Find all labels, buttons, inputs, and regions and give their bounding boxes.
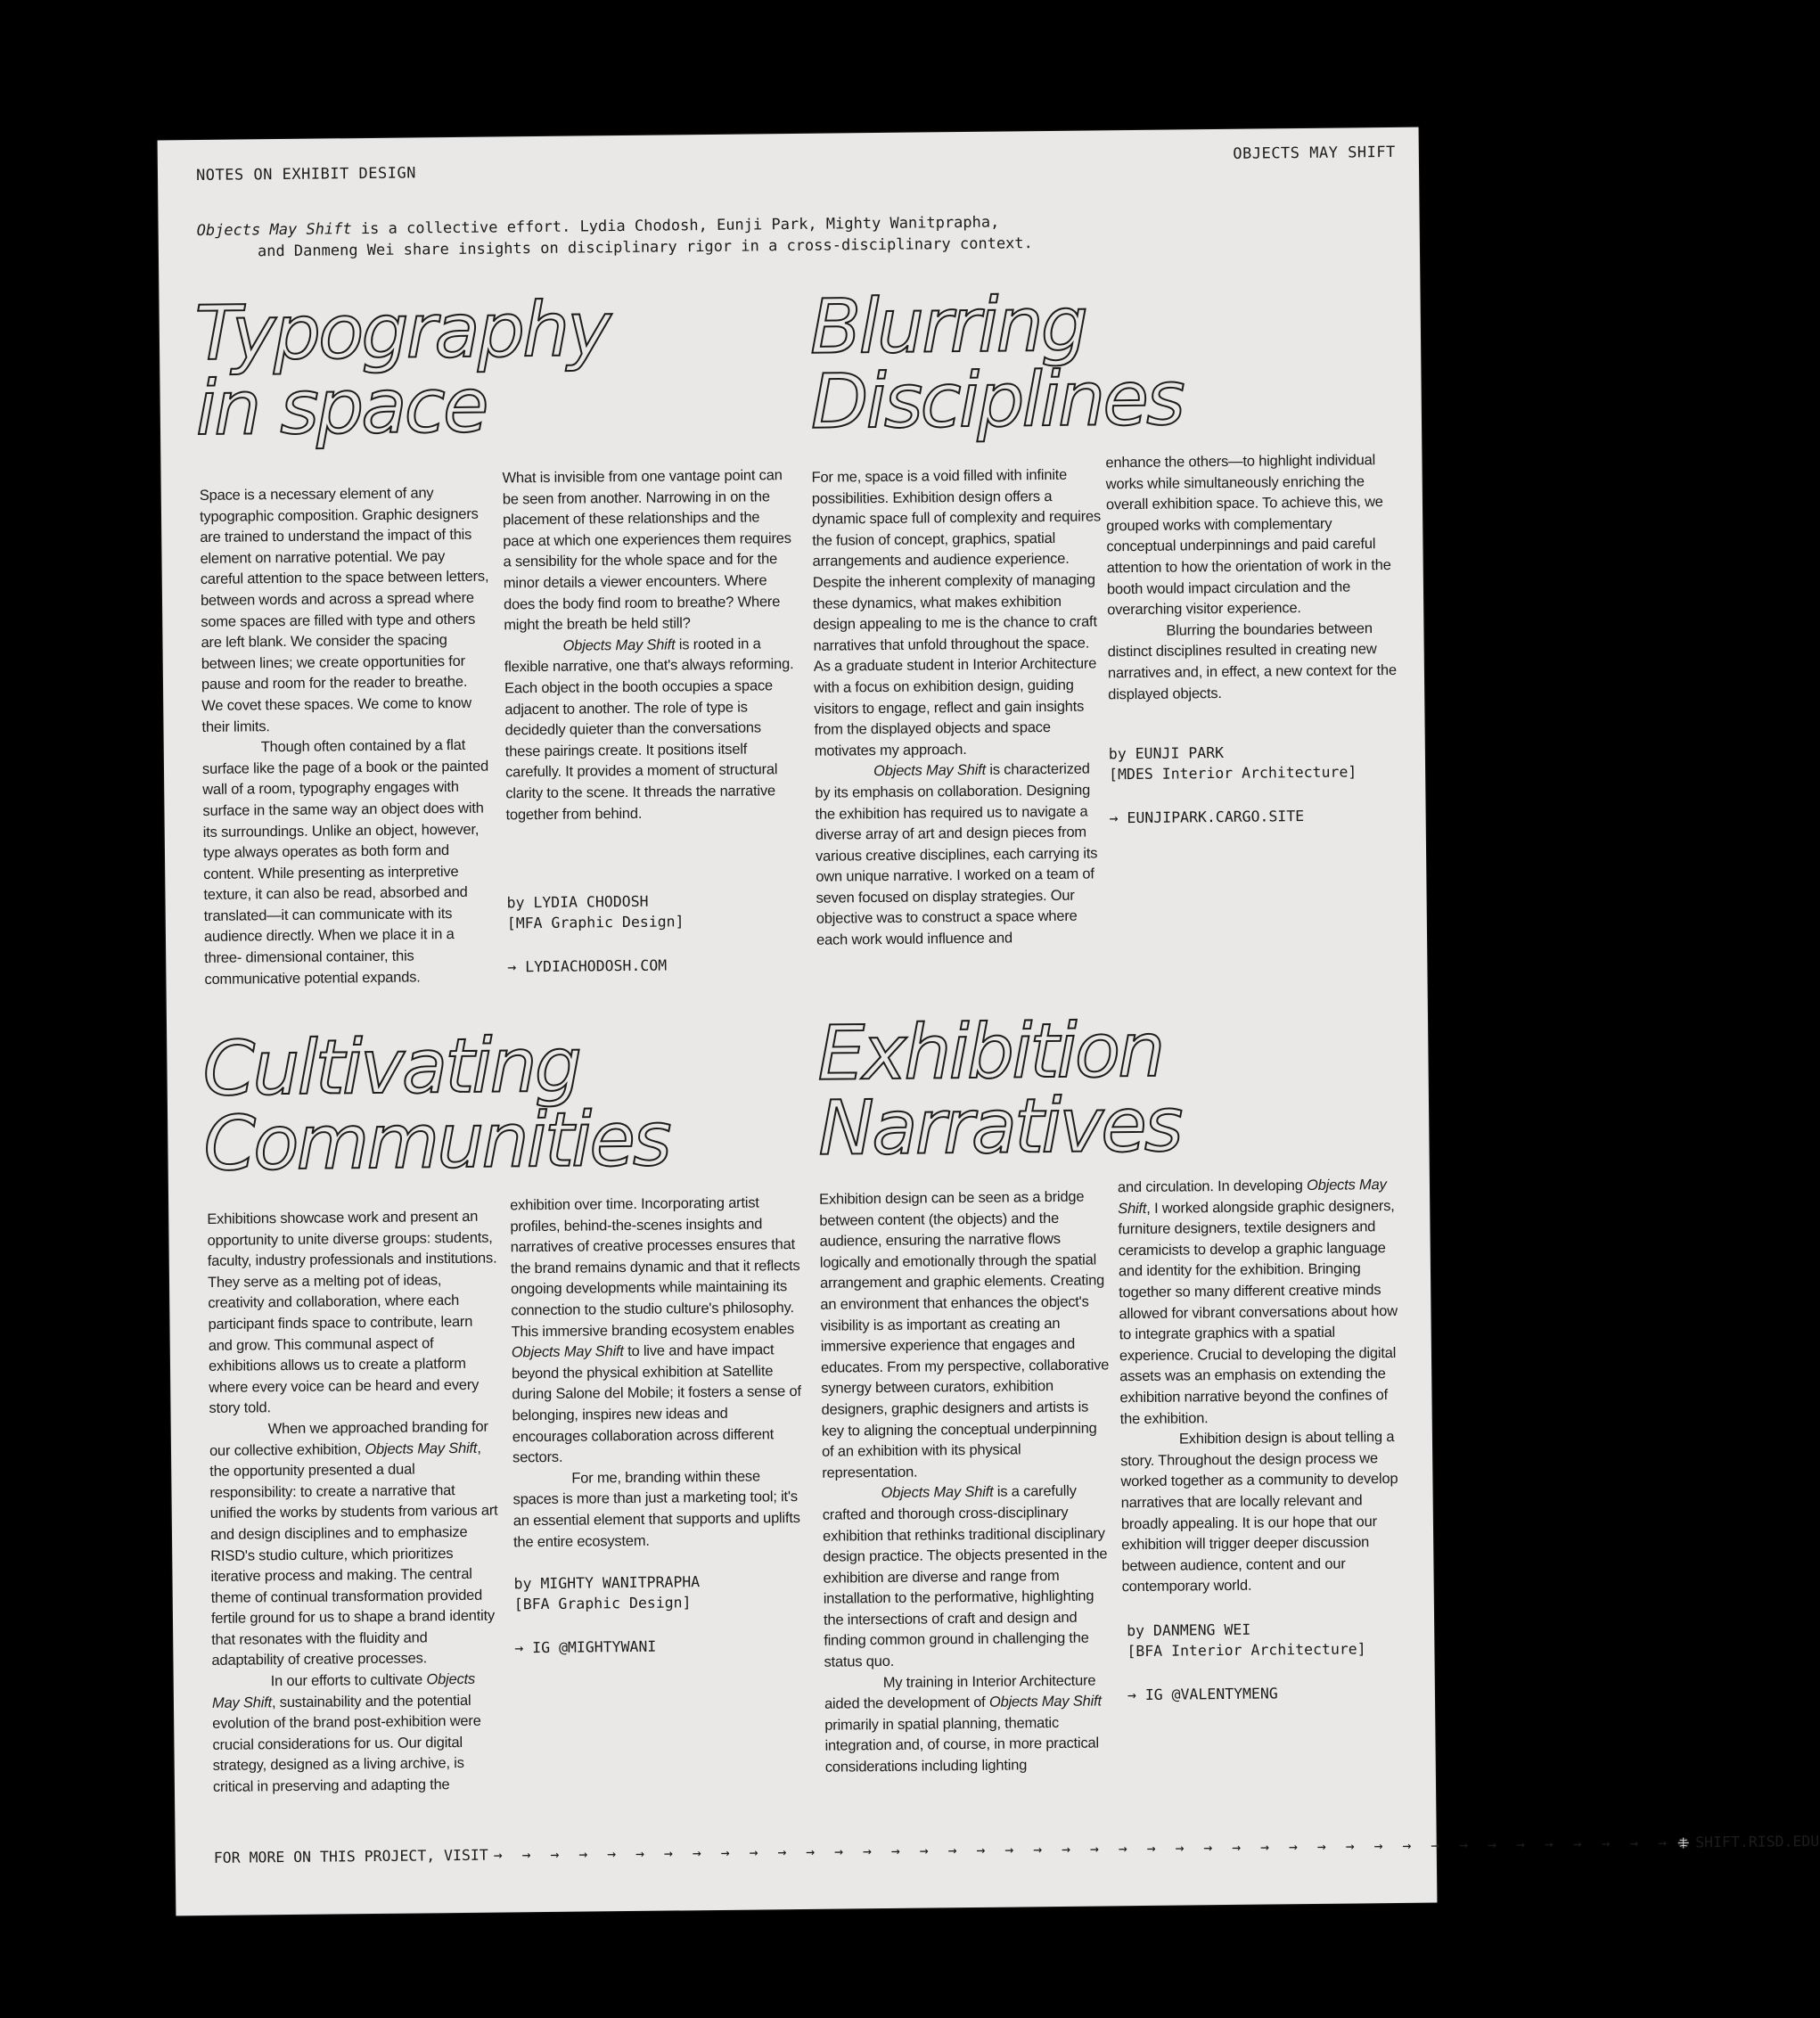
author-link[interactable]: → IG @MIGHTYWANI — [514, 1637, 657, 1657]
cultivating-column-2 — [510, 1193, 803, 1553]
paragraph — [212, 1669, 503, 1799]
globe-icon — [1677, 1837, 1690, 1850]
section-label: NOTES ON EXHIBIT DESIGN — [195, 164, 417, 185]
italic-title: Objects May Shift — [1118, 1177, 1387, 1217]
credit-mighty-wanitprapha — [513, 1571, 701, 1658]
paragraph — [1118, 1175, 1410, 1431]
paragraph-text: , I worked alongside graphic designers, furniture designers, textile designers and ceramicists to develop a graphic language and identity for the exhibition. Bringing together so many different creative minds allowed for vibrant conversations about how to integrate graphics with a spatial experience. Crucial to developing the digital assets was an emphasis on extending the exhibition narrative beyond the confines of the exhibition. — [1118, 1197, 1398, 1427]
footer-lead: FOR MORE ON THIS PROJECT, VISIT — [213, 1846, 488, 1866]
paragraph: Though often contained by a flat surface like the page of a book or the painted wall of a room, typography engages with surface in the same way an object does with its surroundings. Unlike an object, however, type always operates as both form and content. While presenting as interpretive texture, it can also be read, absorbed and translated—it can communicate with its audience directly. When we place it in a three- dimensional container, this communicative potential expands. — [201, 737, 489, 988]
intro-paragraph — [197, 211, 1070, 263]
paragraph-text: , sustainability and the potential evolution of the brand post-exhibition were crucial considerations for us. Our digital strategy, designed as a living archive, is critical in preserving and adapting the — [212, 1692, 481, 1795]
author-program: [MDES Interior Architecture] — [1109, 763, 1357, 783]
author-link[interactable]: → IG @VALENTYMENG — [1127, 1685, 1278, 1704]
intro-line-1: is a collective effort. Lydia Chodosh, Eunji Park, Mighty Wanitprapha, — [351, 213, 1000, 239]
heading-line: Typography — [194, 285, 610, 378]
intro-title: Objects May Shift — [196, 220, 352, 241]
paragraph: Exhibitions showcase work and present an opportunity to unite diverse groups: students, faculty, industry professionals and institutions. They serve as a melting pot of ideas, creativity and collaboration, where each participant finds space to contribute, learn and grow. This communal aspect of exhibitions allows us to create a platform where every voice can be heard and every story told. — [207, 1208, 497, 1417]
author-link[interactable]: → EUNJIPARK.CARGO.SITE — [1109, 808, 1305, 827]
paragraph-text: is characterized by its emphasis on collaboration. Designing the exhibition has required us to navigate a diverse array of art and design pieces from various creative disciplines, each carrying its own unique narrative. I worked on a team of seven focused on display strategies. Our objective was to construct a space where each work would influence and — [815, 760, 1098, 948]
paragraph-text: is rooted in a flexible narrative, one that's always reforming. Each object in the booth occupies a space adjacent to another. The role of type is decidedly quieter than the conversations these pairings create. It positions itself carefully. It provides a moment of structural clarity to the scene. It threads the narrative together from behind. — [504, 636, 794, 823]
printed-page — [158, 127, 1820, 1916]
paragraph-text: In our efforts to cultivate — [270, 1671, 427, 1690]
paragraph: Space is a necessary element of any typographic composition. Graphic designers are trained to understand the impact of this element on narrative potential. We pay careful attention to the space between letters, between words and across a spread where some spaces are filled with type and others are left blank. We consider the spacing between lines; we create opportunities for pause and room for the reader to breathe. We covet these spaces. We come to know their limits. — [199, 485, 489, 735]
italic-title: Objects May Shift — [365, 1440, 478, 1457]
italic-title: Objects May Shift — [511, 1343, 624, 1361]
paragraph — [504, 634, 795, 826]
paragraph — [824, 1670, 1115, 1778]
heading-blurring-disciplines — [809, 280, 1184, 446]
heading-line: Exhibition — [816, 1005, 1163, 1097]
author-program: [BFA Interior Architecture] — [1127, 1640, 1366, 1661]
heading-line: Disciplines — [810, 354, 1184, 446]
blurring-column-2 — [1105, 450, 1398, 706]
heading-cultivating-communities — [202, 1021, 670, 1187]
credit-lydia-chodosh — [506, 890, 685, 977]
author-name: by EUNJI PARK — [1108, 743, 1225, 763]
paragraph-text: primarily in spatial planning, thematic integration and, of course, in more practical considerations including lighting — [824, 1714, 1100, 1776]
paragraph — [510, 1193, 802, 1469]
footer — [213, 1833, 1820, 1866]
paragraph: enhance the others—to highlight individual works while simultaneously enriching the overall exhibition space. To achieve this, we grouped works with complementary conceptual underpinnings and paid careful attention to how the orientation of work in the booth would impact circulation and the overarching visitor experience. — [1105, 452, 1391, 619]
paragraph: Exhibition design can be seen as a bridge between content (the objects) and the audience, ensuring the narrative flows logically and emotionally through the spatial arrangement and graphic elements. Creating an environment that enhances the object's visibility is as important as creating an immersive experience that engages and educates. From my perspective, collaborative synergy between curators, exhibition designers, graphic designers and artists is key to aligning the conceptual underpinning of an exhibition with its physical representation. — [818, 1188, 1110, 1481]
author-name: by MIGHTY WANITPRAPHA — [513, 1573, 701, 1593]
heading-line: Communities — [202, 1095, 670, 1187]
typography-column-1 — [200, 483, 495, 991]
heading-line: Narratives — [817, 1080, 1182, 1172]
paragraph: For me, space is a void filled with infinite possibilities. Exhibition design offers a dynamic space full of complexity and requires the fusion of concept, graphics, spatial arrangements and audience experience. Despite the inherent complexity of managing these dynamics, what makes exhibition design appealing to me is the chance to craft narratives that unfold throughout the space. As a graduate student in Interior Architecture with a focus on exhibition design, guiding visitors to engage, reflect and gain insights from the displayed objects and space motivates my approach. — [811, 466, 1102, 759]
exhibition-column-2 — [1118, 1175, 1412, 1598]
paragraph-text: , the opportunity presented a dual responsibility: to create a narrative that unified the works by students from various art and design disciplines and to emphasize RISD's studio culture, which prioritizes iterative process and making. The central theme of continual transformation provided fertile ground for us to shape a brand identity that resonates with the fluidity and adaptability of creative processes. — [209, 1440, 498, 1669]
paragraph-text: My training in Interior Architecture aided the development of — [824, 1672, 1096, 1712]
typography-column-2 — [502, 465, 795, 825]
italic-title: Objects May Shift — [211, 1670, 476, 1711]
author-program: [MFA Graphic Design] — [506, 913, 685, 932]
heading-line: Blurring — [809, 280, 1086, 371]
italic-title: Objects May Shift — [988, 1693, 1102, 1711]
paragraph — [822, 1481, 1113, 1674]
exhibition-column-1 — [819, 1186, 1115, 1778]
paragraph-text: and circulation. In developing — [1117, 1177, 1308, 1196]
heading-exhibition-narratives — [816, 1005, 1182, 1172]
paragraph-text: to live and have impact beyond the physical exhibition at Satellite during Salone del Mobile; it fosters a sense of belonging, inspires new ideas and encourages collaboration across different sectors. — [512, 1341, 801, 1466]
paragraph — [815, 759, 1106, 952]
paragraph: Blurring the boundaries between distinct disciplines resulted in creating new narratives and, in effect, a new context for the displayed objects. — [1107, 619, 1397, 702]
author-link[interactable]: → LYDIACHODOSH.COM — [507, 956, 668, 976]
footer-link[interactable] — [1677, 1833, 1819, 1851]
italic-title: Objects May Shift — [881, 1484, 994, 1502]
publication-title: OBJECTS MAY SHIFT — [1233, 143, 1396, 163]
paragraph: For me, branding within these spaces is more than just a marketing tool; it's an essential element that supports and uplifts the entire ecosystem. — [512, 1468, 800, 1550]
paragraph-text: is a carefully crafted and thorough cross-disciplinary exhibition that rethinks traditional disciplinary design practice. The objects presented in the exhibition are diverse and range from installation to the performative, highlighting the intersections of craft and design and finding common ground in challenging the status quo. — [822, 1483, 1108, 1670]
heading-line: in space — [195, 361, 487, 453]
paragraph-text: When we approached branding for our collective exhibition, — [209, 1418, 488, 1459]
paragraph: Exhibition design is about telling a story. Throughout the design process we worked together as a community to develop narratives that are locally relevant and broadly appealing. It is our hope that our exhibition will trigger deeper discussion between audience, content and our contemporary world. — [1120, 1429, 1398, 1596]
intro-line-2: and Danmeng Wei share insights on disciplinary rigor in a cross-disciplinary context. — [257, 234, 1033, 261]
italic-title: Objects May Shift — [562, 636, 676, 654]
italic-title: Objects May Shift — [873, 762, 987, 780]
heading-typography-in-space — [194, 285, 610, 453]
paragraph — [209, 1416, 502, 1672]
author-program: [BFA Graphic Design] — [513, 1594, 692, 1613]
author-name: by DANMENG WEI — [1127, 1620, 1251, 1640]
heading-line: Cultivating — [202, 1021, 580, 1112]
paragraph-text: exhibition over time. Incorporating artist profiles, behind-the-scenes insights and narratives of creative processes ensures that the brand remains dynamic and that it reflects ongoing developments while maintaining its connection to the studio culture's philosophy. This immersive branding ecosystem enables — [510, 1194, 800, 1340]
cultivating-column-1 — [207, 1207, 503, 1799]
footer-arrows: → → → → → → → → → → → → → → → → → → → → → → → → → → → → → → → → → → → → → → → → → → — [493, 1833, 1673, 1864]
paragraph: What is invisible from one vantage point can be seen from another. Narrowing in on the placement of these relationships and the pace at which one experiences them requires a sensibility for the whole space and for the minor details a viewer encounters. Where does the body find room to breathe? Where might the breath be held still? — [502, 467, 791, 634]
author-name: by LYDIA CHODOSH — [506, 892, 649, 912]
footer-url[interactable]: SHIFT.RISD.EDU — [1695, 1833, 1820, 1851]
credit-danmeng-wei — [1127, 1618, 1366, 1705]
blurring-column-1 — [811, 464, 1106, 951]
credit-eunji-park — [1109, 741, 1357, 828]
